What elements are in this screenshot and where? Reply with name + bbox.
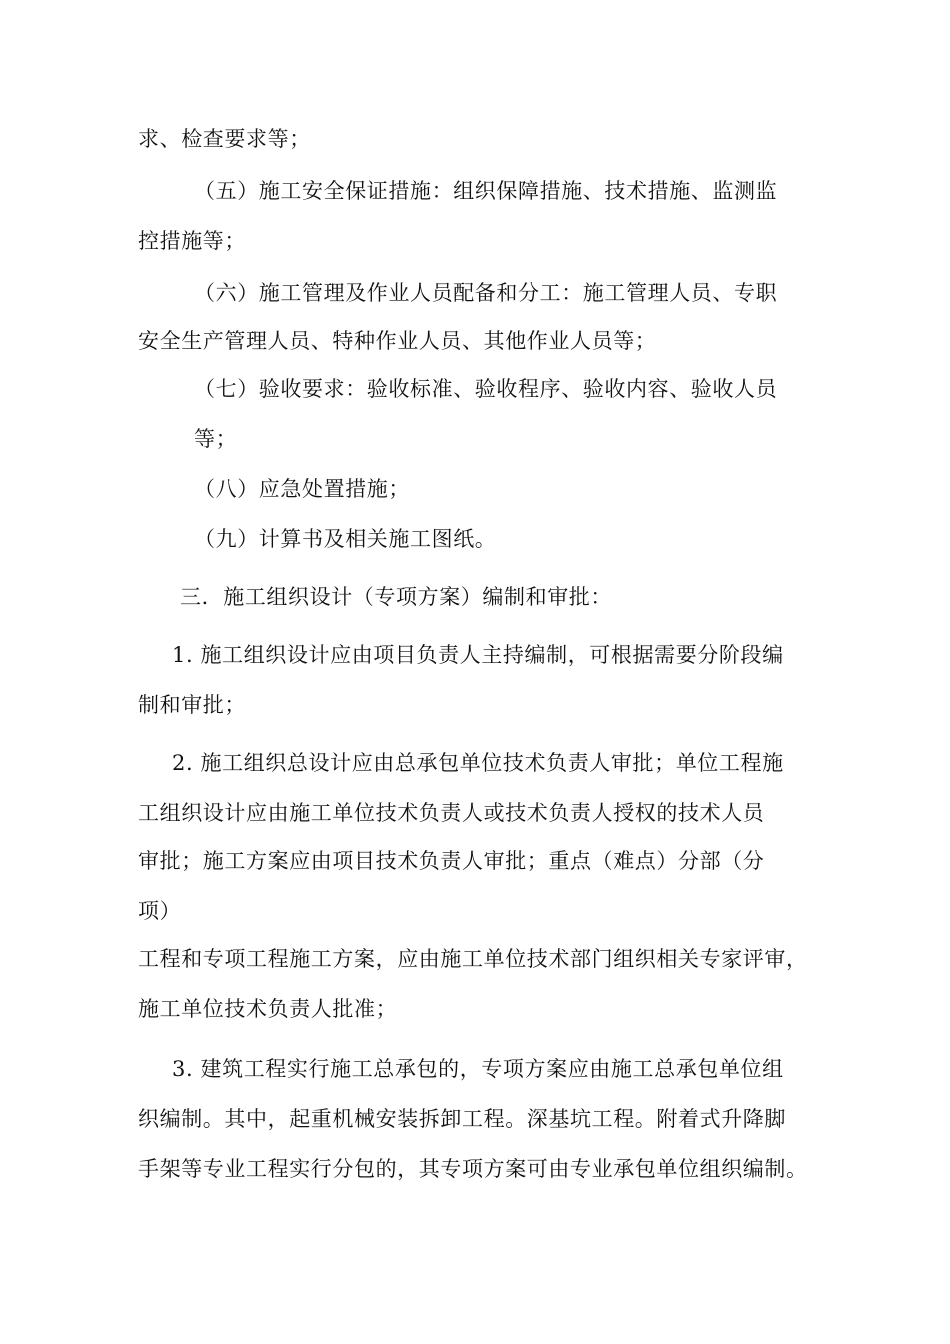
text-line: 安全生产管理人员、特种作业人员、其他作业人员等； [138,329,657,353]
text-line: 手架等专业工程实行分包的，其专项方案可由专业承包单位组织编制。 [138,1157,808,1181]
text-line: （八）应急处置措施； [194,477,410,501]
text-line: 施工单位技术负责人批准； [138,997,398,1021]
section-heading: 三．施工组织设计（专项方案）编制和审批： [180,585,612,609]
text-line: 1. 施工组织设计应由项目负责人主持编制，可根据需要分阶段编 [172,643,784,667]
text-line: 2. 施工组织总设计应由总承包单位技术负责人审批；单位工程施 [172,751,784,775]
text-line: 控措施等； [138,229,246,253]
text-line: 求、检查要求等； [138,127,311,151]
text-line: 工组织设计应由施工单位技术负责人或技术负责人授权的技术人员 [138,801,765,825]
text-line: 等； [194,427,238,451]
text-line: 项） [138,899,182,923]
text-line: （七）验收要求：验收标准、验收程序、验收内容、验收人员 [194,377,778,401]
text-line: 3. 建筑工程实行施工总承包的，专项方案应由施工总承包单位组 [172,1057,784,1081]
text-line: 织编制。其中，起重机械安装拆卸工程。深基坑工程。附着式升降脚 [138,1107,786,1131]
text-line: （六）施工管理及作业人员配备和分工：施工管理人员、专职 [194,281,778,305]
text-line: 审批；施工方案应由项目技术负责人审批；重点（难点）分部（分 [138,849,765,873]
text-line: （九）计算书及相关施工图纸。 [194,527,497,551]
text-line: 制和审批； [138,693,246,717]
text-line: 工程和专项工程施工方案，应由施工单位技术部门组织相关专家评审， [138,947,808,971]
text-line: （五）施工安全保证措施：组织保障措施、技术措施、监测监 [194,179,778,203]
